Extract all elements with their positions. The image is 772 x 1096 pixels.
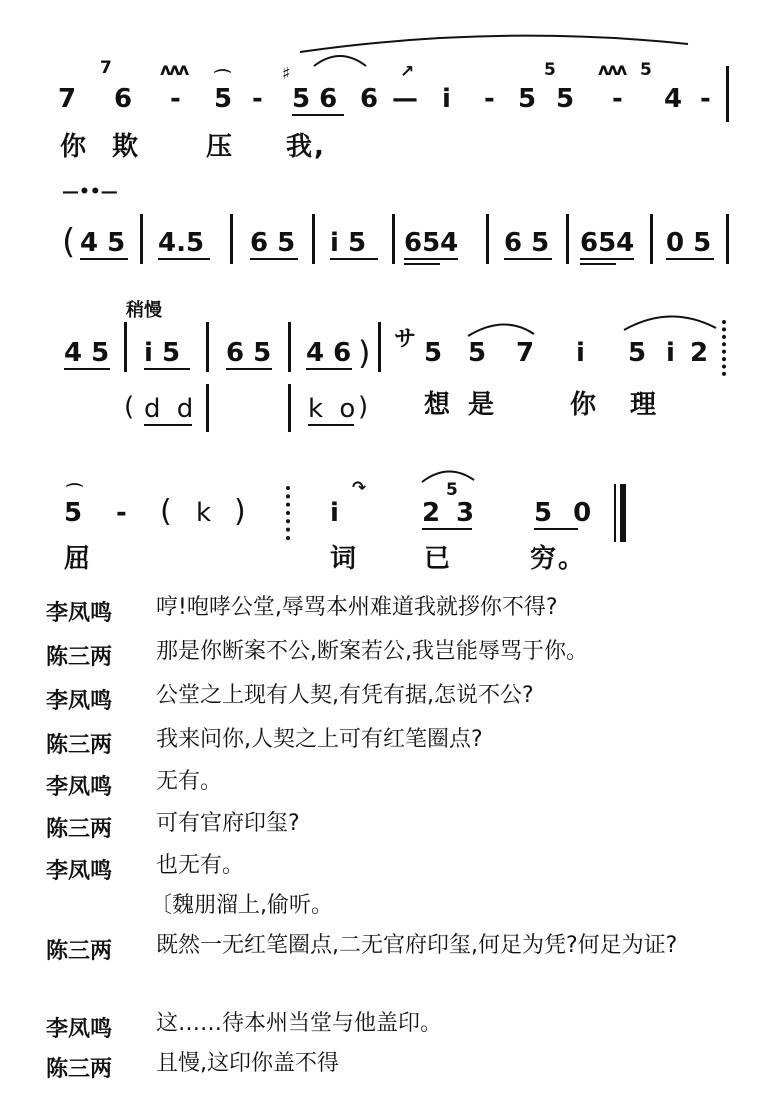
lyric: 穷。 [530, 544, 587, 574]
note: 5 [468, 338, 487, 368]
note: 5 6 [292, 84, 338, 114]
measure: 6 5 [226, 338, 272, 368]
lyric: 理 [630, 390, 659, 420]
note: 5 [518, 84, 537, 114]
speaker-name: 李凤鸣 [46, 775, 113, 800]
note: i [576, 338, 585, 368]
speaker-name: 李凤鸣 [46, 601, 113, 626]
note: 5 [628, 338, 647, 368]
speaker-name: 陈三两 [46, 733, 113, 758]
tempo-mark: 稍慢 [126, 300, 162, 321]
dialogue-line [0, 1050, 772, 1096]
note: 5 0 [534, 498, 598, 528]
ornament: ʌʌʌ [598, 60, 626, 80]
final-barline-thin [614, 484, 616, 542]
note: 6 [360, 84, 379, 114]
free-rhythm-mark: サ [394, 327, 417, 352]
percussion-k: k [196, 498, 212, 528]
measure: 654 [580, 228, 635, 258]
measure: 4 6 [306, 338, 352, 368]
speech-text: 公堂之上现有人契,有凭有据,怎说不公? [156, 683, 534, 708]
note: 4 [664, 84, 683, 114]
glide-arrow-icon: ↷ [352, 478, 367, 498]
note: i [330, 498, 339, 528]
note: - [252, 84, 263, 114]
dash: — [392, 84, 418, 114]
speech-text: 无有。 [156, 769, 223, 794]
note: - [170, 84, 181, 114]
note: 7 [58, 84, 77, 114]
open-paren: ( [62, 222, 76, 262]
barline [726, 66, 729, 122]
lyric: 词 [330, 544, 359, 574]
lyric: 你 [60, 132, 89, 162]
close-paren: ) [234, 494, 246, 529]
note: 2 [422, 498, 441, 528]
speaker-name: 李凤鸣 [46, 1017, 113, 1042]
close-paren: ) [358, 334, 371, 372]
dash: - [116, 498, 127, 528]
note: i [442, 84, 451, 114]
speech-text: 也无有。 [156, 853, 245, 878]
final-barline-thick [620, 484, 626, 542]
fermata-icon: ⌒ [66, 483, 83, 503]
percussion-ko: k o [308, 394, 360, 424]
lyric: 你 [570, 390, 599, 420]
note: 5 [64, 498, 83, 528]
perc-open: ( [124, 392, 135, 422]
lyric: 是 [468, 390, 497, 420]
grace-note: 5 [544, 60, 556, 80]
lyric: 已 [424, 544, 453, 574]
lyric: 压 [206, 132, 235, 162]
dash: - [700, 84, 711, 114]
measure: 4.5 [158, 228, 205, 258]
note: 5 [214, 84, 233, 114]
speech-text: 这……待本州当堂与他盖印。 [156, 1011, 443, 1036]
note: 2 [690, 338, 709, 368]
note: 6 [114, 84, 133, 114]
speech-text: 且慢,这印你盖不得 [156, 1051, 339, 1076]
speaker-name: 陈三两 [46, 645, 113, 670]
glide-arrow-icon: ↗ [400, 62, 415, 82]
speaker-name: 陈三两 [46, 939, 113, 964]
speech-text: 哼!咆哮公堂,辱骂本州难道我就拶你不得? [156, 595, 558, 620]
perc-close: ) [358, 392, 369, 422]
measure: 4 5 [80, 228, 126, 258]
speech-text: 那是你断案不公,断案若公,我岂能辱骂于你。 [156, 639, 588, 664]
open-paren: ( [160, 494, 172, 529]
note: 5 [424, 338, 443, 368]
grace-note: 5 [446, 480, 458, 500]
measure: 4 5 [64, 338, 110, 368]
slur-arc-small [310, 50, 370, 70]
speaker-name: 李凤鸣 [46, 859, 113, 884]
dash: - [612, 84, 623, 114]
lyric: 屈 [64, 544, 93, 574]
stage-direction-text: 〔魏朋溜上,偷听。 [150, 893, 333, 918]
fermata-icon: ⌒ [214, 69, 231, 89]
lyric: 欺 [112, 132, 141, 162]
measure: 6 5 [504, 228, 550, 258]
note: 7 [516, 338, 535, 368]
note: - [484, 84, 495, 114]
measure: 6 5 [250, 228, 296, 258]
lyric: 我, [286, 132, 326, 162]
grace-note: 5 [640, 60, 652, 80]
percussion-dd: d d [144, 394, 198, 424]
measure: i 5 [330, 228, 367, 258]
note: i [666, 338, 675, 368]
lyric: 想 [424, 390, 453, 420]
speech-text: 我来问你,人契之上可有红笔圈点? [156, 727, 483, 752]
grace-note: 7 [100, 58, 112, 78]
note: 3 [456, 498, 475, 528]
speech-text: 既然一无红笔圈点,二无官府印玺,何足为凭?何足为证? [156, 933, 678, 958]
sharp-icon: ♯ [282, 64, 291, 84]
measure: i 5 [144, 338, 181, 368]
measure: 0 5 [666, 228, 712, 258]
measure: 654 [404, 228, 459, 258]
speaker-name: 李凤鸣 [46, 689, 113, 714]
speaker-name: 陈三两 [46, 1057, 113, 1082]
tie-mark: —••— [62, 182, 118, 202]
speech-text: 可有官府印玺? [156, 811, 300, 836]
speaker-name: 陈三两 [46, 817, 113, 842]
slur-arc [620, 308, 720, 334]
ornament: ʌʌʌ [160, 60, 188, 80]
note: 5 [556, 84, 575, 114]
